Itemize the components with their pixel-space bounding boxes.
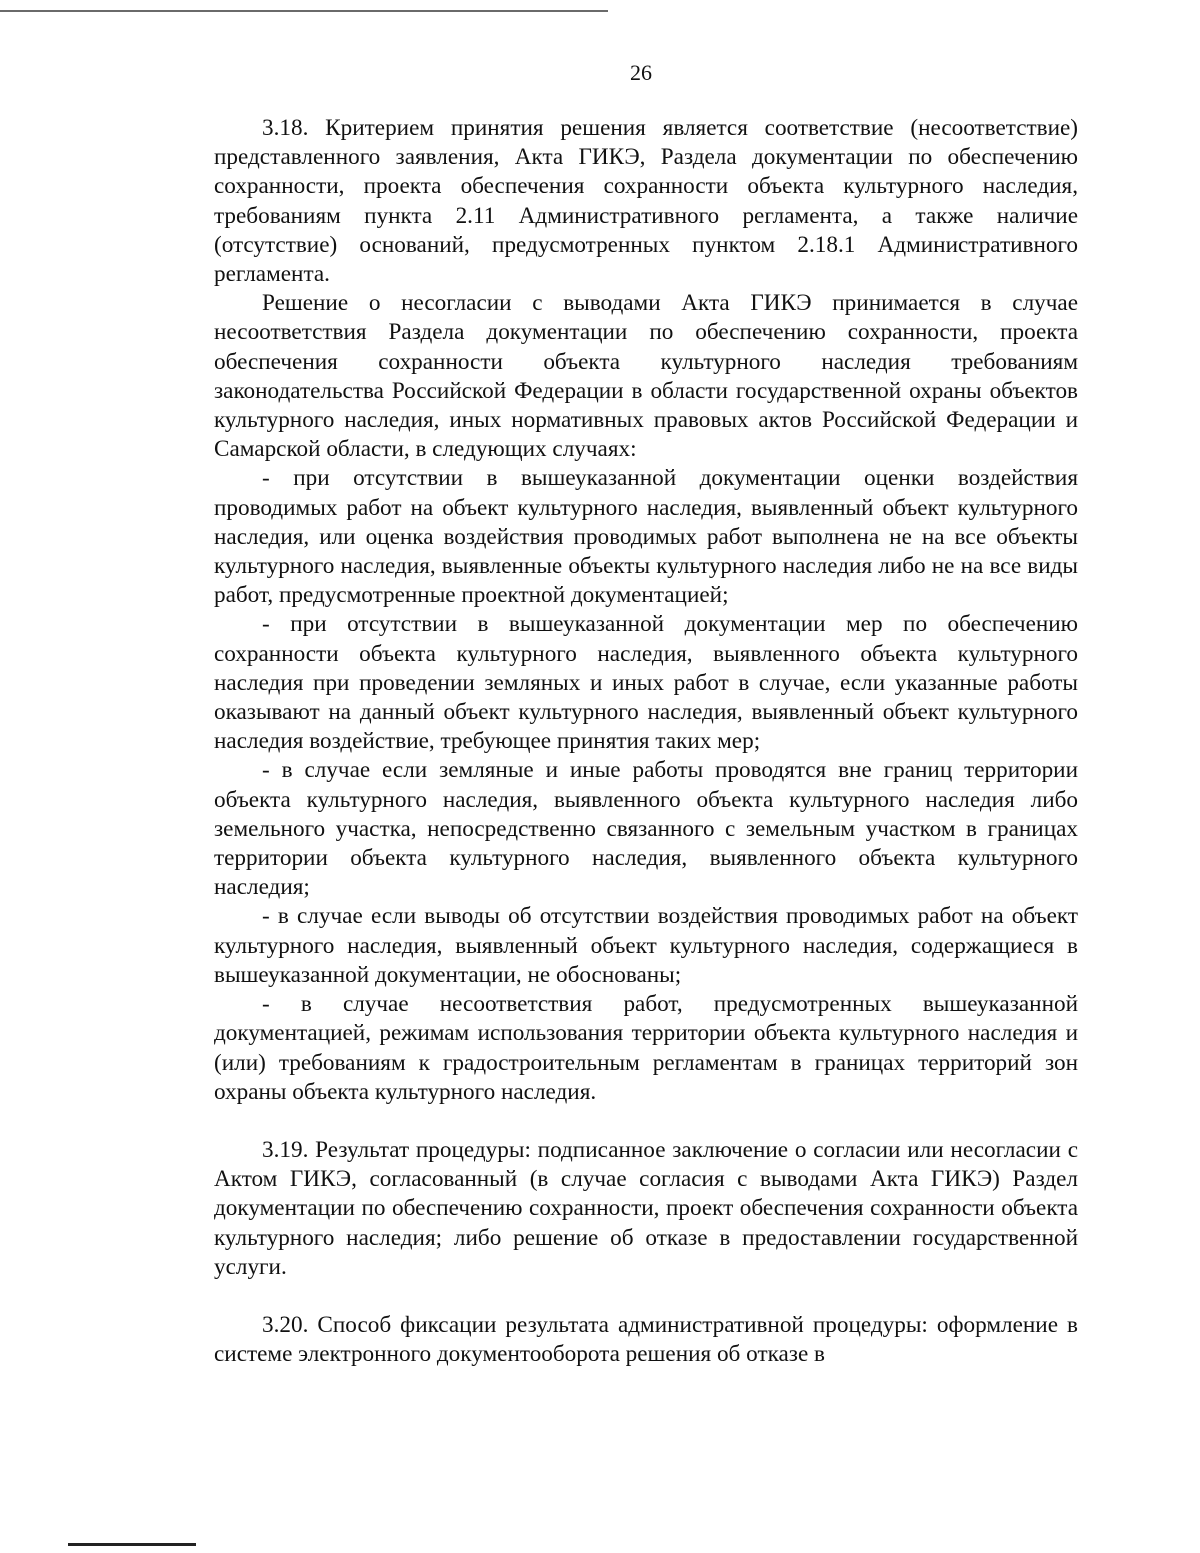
list-item-unjustified-conclusions: - в случае если выводы об отсутствии воздействия проводимых работ на объект культурного наследия, выявленный объект культурного наследия, содержащиеся в вышеуказанной документации, не обоснованы; [214,903,1078,988]
list-item-works-outside-boundaries: - в случае если земляные и иные работы проводятся вне границ территории объекта культурного наследия, выявленного объекта культурного наследия либо земельного участка, непосредственно связанного с земельным участком в границах территории объекта культурного наследия, выявленного объекта культурного наследия; [214,757,1078,901]
list-item-no-preservation-measures: - при отсутствии в вышеуказанной документации мер по обеспечению сохранности объекта культурного наследия, выявленного объекта культурного наследия при проведении земляных и иных работ в случае, если указанные работы оказывают на данный объект культурного наследия, выявленный объект культурного наследия воздействие, требующее принятия таких мер; [214,611,1078,755]
paragraph-3-18: 3.18. Критерием принятия решения является соответствие (несоответствие) представленного заявления, Акта ГИКЭ, Раздела документации по обеспечению сохранности, проекта обеспечения сохранности объекта культурного наследия, требованиям пункта 2.11 Административного регламента, а также наличие (отсутствие) оснований, предусмотренных пунктом 2.18.1 Административного регламента. [214,115,1078,288]
scan-edge-line-top [0,10,608,12]
page-number: 26 [630,60,652,85]
paragraph-3-20: 3.20. Способ фиксации результата административной процедуры: оформление в системе электронного документооборота решения об отказе в [214,1311,1078,1368]
list-item-regime-nonconformity: - в случае несоответствия работ, предусмотренных вышеуказанной документацией, режимам использования территории объекта культурного наследия и (или) требованиям к градостроительным регламентам в границах территорий зон охраны объекта культурного наследия. [214,991,1078,1105]
footnote-separator-line [68,1543,196,1546]
paragraph-3-19: 3.19. Результат процедуры: подписанное заключение о согласии или несогласии с Актом ГИКЭ, согласованный (в случае согласия с выводами Акта ГИКЭ) Раздел документации по обеспечению сохранности, проект обеспечения сохранности объекта культурного наследия; либо решение об отказе в предоставлении государственной услуги. [214,1136,1078,1280]
list-item-no-impact-assessment: - при отсутствии в вышеуказанной документации оценки воздействия проводимых работ на объект культурного наследия, выявленный объект культурного наследия, или оценка воздействия проводимых работ выполнена не на все объекты культурного наследия, выявленные объекты культурного наследия либо не на все виды работ, предусмотренные проектной документацией; [214,465,1078,609]
document-body [214,114,1078,1369]
paragraph-refusal-decision: Решение о несогласии с выводами Акта ГИКЭ принимается в случае несоответствия Раздела документации по обеспечению сохранности, проекта обеспечения сохранности объекта культурного наследия требованиям законодательства Российской Федерации в области государственной охраны объектов культурного наследия, иных нормативных правовых актов Российской Федерации и Самарской области, в следующих случаях: [214,290,1078,463]
